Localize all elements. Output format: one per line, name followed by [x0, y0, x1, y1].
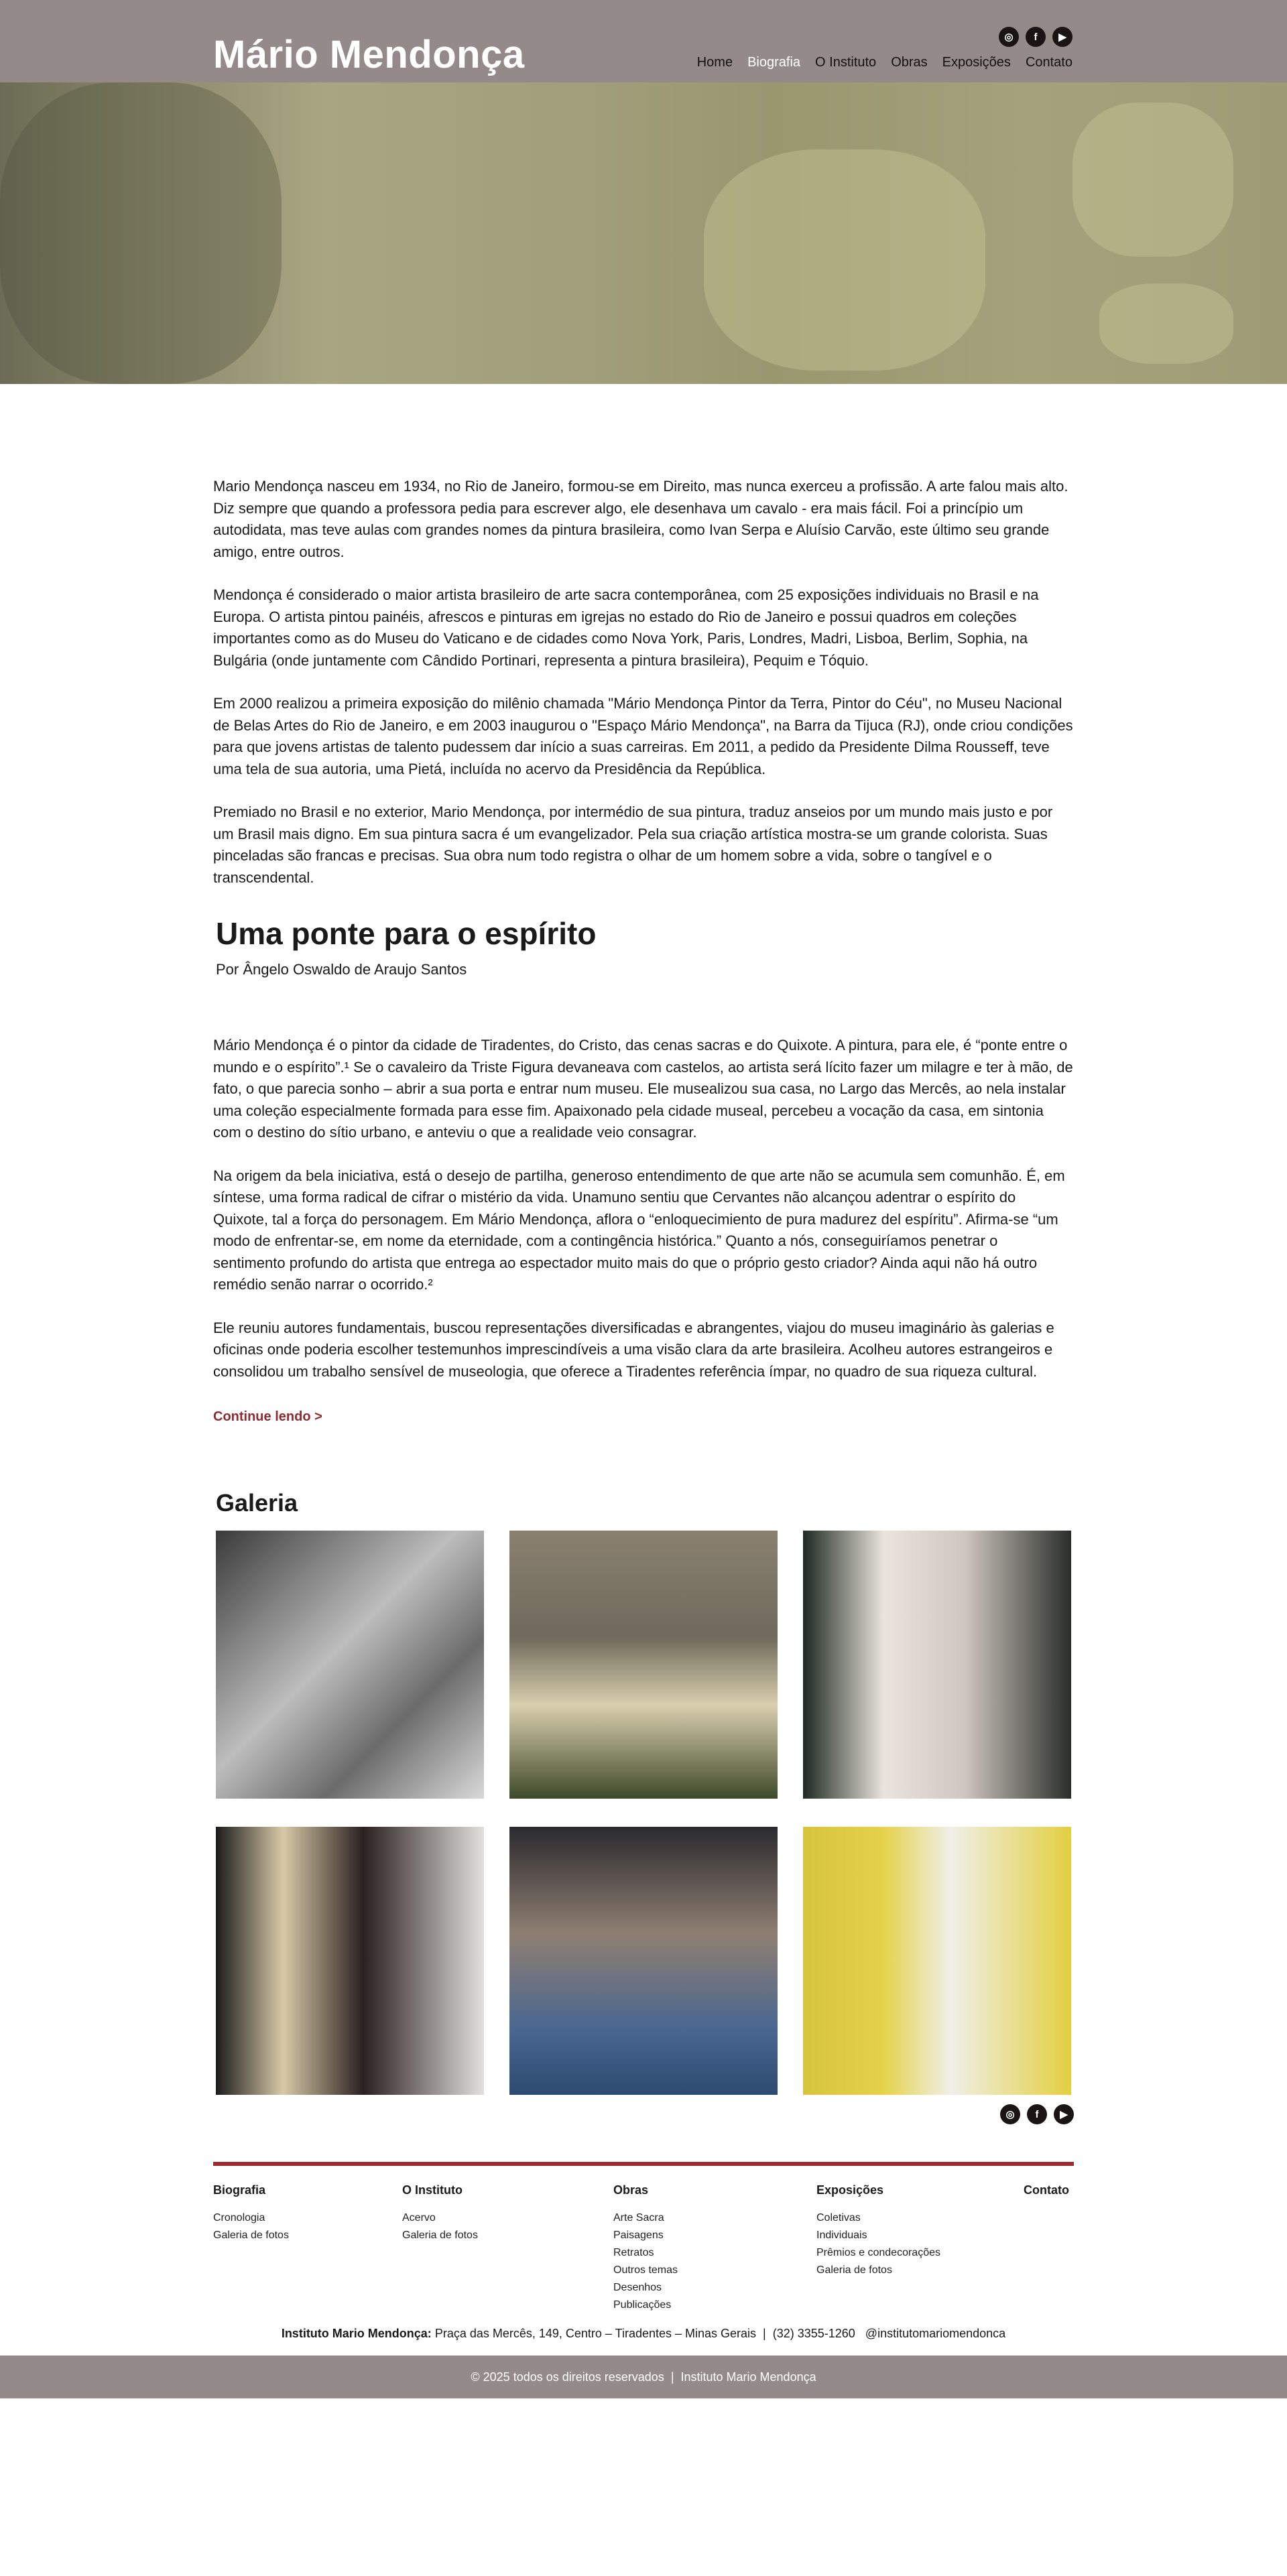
footer-column-5 — [1024, 2183, 1069, 2209]
footer-link[interactable]: Galeria de fotos — [816, 2264, 892, 2276]
footer-link[interactable]: Publicações — [613, 2299, 672, 2311]
footer-link[interactable]: Cronologia — [213, 2212, 265, 2224]
bio-paragraph: Premiado no Brasil e no exterior, Mario Mendonça, por intermédio de sua pintura, traduz anseios por um mundo mais justo e por um Brasil mais digno. Em sua pintura sacra é um evangelizador. Pela sua criação artística mostra-se um grande colorista. Suas pinceladas são francas e precisas. Sua obra num todo registra o olhar de um homem sobre a vida, sobre o tangível e o transcendental. — [213, 803, 1053, 886]
gallery-title: Galeria — [216, 1489, 298, 1517]
footer-column-title[interactable]: Biografia — [213, 2183, 266, 2197]
article-paragraph: Na origem da bela iniciativa, está o desejo de partilha, generoso entendimento de que arte não se acumula sem comunhão. É, em síntese, uma forma radical de cifrar o mistério da vida. Unamuno sentiu que Cervantes não alcançou adentrar o espírito do Quixote, tal a força do personagem. Em Mário Mendonça, aflora o “enloquecimiento de pura madurez del espíritu”. Afirma-se “um modo de enfrentar-se, em nome da eternidade, com a contingência histórica.” Quanto a nós, conseguiríamos penetrar o sentimento profundo do artista que entrega ao espectador muito mais do que o próprio gesto criador? Ainda aqui não há outro remédio senão narrar o ocorrido.² — [213, 1167, 1065, 1293]
nav-contato[interactable]: Contato — [1025, 55, 1072, 70]
gallery-photo[interactable] — [216, 1531, 484, 1799]
footer-link[interactable]: Prêmios e condecorações — [816, 2247, 940, 2258]
address-text: Praça das Mercês, 149, Centro – Tiradentes – Minas Gerais | (32) 3355-1260 @institutomariomendonca — [431, 2327, 1006, 2340]
nav-home[interactable]: Home — [696, 55, 733, 70]
footer-link[interactable]: Galeria de fotos — [213, 2230, 289, 2241]
nav-obras[interactable]: Obras — [891, 55, 928, 70]
copyright-bar — [0, 2356, 1287, 2398]
gallery-photo[interactable] — [509, 1531, 778, 1799]
article-title: Uma ponte para o espírito — [216, 916, 597, 951]
footer-column-title[interactable]: Obras — [613, 2183, 649, 2197]
footer-link[interactable]: Paisagens — [613, 2230, 664, 2241]
gallery-grid — [216, 1531, 1074, 2095]
site-header — [0, 0, 1287, 82]
gallery-photo[interactable] — [216, 1827, 484, 2095]
footer-column-title[interactable]: Exposições — [816, 2183, 884, 2197]
article-byline: Por Ângelo Oswaldo de Araujo Santos — [216, 961, 467, 978]
instagram-icon[interactable]: ◎ — [1000, 2104, 1020, 2124]
address-label: Instituto Mario Mendonça: — [281, 2327, 432, 2340]
article-section — [213, 1035, 1074, 1382]
main-content — [213, 384, 1074, 2095]
footer-link[interactable]: Desenhos — [613, 2282, 662, 2293]
site-footer — [213, 2095, 1074, 2356]
footer-link[interactable]: Outros temas — [613, 2264, 678, 2276]
facebook-icon[interactable]: f — [1027, 2104, 1047, 2124]
hero-banner — [0, 82, 1287, 384]
footer-link[interactable]: Arte Sacra — [613, 2212, 664, 2224]
article-paragraph: Mário Mendonça é o pintor da cidade de Tiradentes, do Cristo, das cenas sacras e do Quixote. A pintura, para ele, é “ponte entre o mundo e o espírito”.¹ Se o cavaleiro da Triste Figura devaneava com castelos, ao artista será lícito fazer um milagre e ter à mão, de fato, o que parecia sonho – abrir a sua porta e entrar num museu. Ele musealizou sua casa, no Largo das Mercês, ao nela instalar uma coleção especialmente formada para esse fim. Apaixonado pela cidade museal, percebeu a vocação da casa, em sintonia com o destino do sítio urbano, e anteviu o que a realidade veio consagrar. — [213, 1037, 1073, 1141]
gallery-photo[interactable] — [803, 1827, 1071, 2095]
gallery-photo[interactable] — [803, 1531, 1071, 1799]
bio-paragraph: Em 2000 realizou a primeira exposição do milênio chamada "Mário Mendonça Pintor da Terra, Pintor do Céu", no Museu Nacional de Belas Artes do Rio de Janeiro, e em 2003 inaugurou o "Espaço Mário Mendonça", na Barra da Tijuca (RJ), onde criou condições para que jovens artistas de talento pudessem dar início a suas carreiras. Em 2011, a pedido da Presidente Dilma Rousseff, teve uma tela de sua autoria, uma Pietá, incluída no acervo da Presidência da República. — [213, 695, 1073, 777]
instagram-icon[interactable]: ◎ — [999, 27, 1019, 47]
footer-column-title[interactable]: Contato — [1024, 2183, 1069, 2197]
biography-section — [213, 476, 1074, 889]
youtube-icon[interactable]: ▶ — [1052, 27, 1072, 47]
footer-column-2 — [402, 2183, 478, 2244]
footer-address — [213, 2327, 1074, 2356]
nav-o-instituto[interactable]: O Instituto — [815, 55, 877, 70]
footer-link[interactable]: Galeria de fotos — [402, 2230, 478, 2241]
footer-column-3 — [613, 2183, 678, 2314]
footer-column-title[interactable]: O Instituto — [402, 2183, 463, 2197]
nav-biografia[interactable]: Biografia — [747, 55, 801, 70]
bio-paragraph: Mendonça é considerado o maior artista brasileiro de arte sacra contemporânea, com 25 exposições individuais no Brasil e na Europa. O artista pintou painéis, afrescos e pinturas em igrejas no estado do Rio de Janeiro e possui quadros em coleções importantes como as do Museu do Vaticano e de cidades como Nova York, Paris, Londres, Madri, Lisboa, Berlim, Sophia, na Bulgária (onde juntamente com Cândido Portinari, representa a pintura brasileira), Pequim e Tóquio. — [213, 586, 1039, 669]
continue-reading-link[interactable]: Continue lendo > — [213, 1409, 322, 1424]
youtube-icon[interactable]: ▶ — [1054, 2104, 1074, 2124]
main-nav — [697, 55, 1072, 70]
facebook-icon[interactable]: f — [1026, 27, 1046, 47]
gallery-photo[interactable] — [509, 1827, 778, 2095]
footer-link[interactable]: Coletivas — [816, 2212, 861, 2224]
footer-columns — [213, 2166, 1074, 2311]
site-title[interactable]: Mário Mendonça — [213, 33, 525, 76]
bio-paragraph: Mario Mendonça nasceu em 1934, no Rio de Janeiro, formou-se em Direito, mas nunca exerceu a profissão. A arte falou mais alto. Diz sempre que quando a professora pedia para escrever algo, ele desenhava um cavalo - era mais fácil. Foi a princípio um autodidata, mas teve aulas com grandes nomes da pintura brasileira, como Ivan Serpa e Aluísio Carvão, este último seu grande amigo, entre outros. — [213, 478, 1068, 560]
footer-social-links — [1000, 2104, 1074, 2124]
header-social-links — [999, 27, 1072, 47]
footer-column-4 — [816, 2183, 940, 2279]
footer-link[interactable]: Individuais — [816, 2230, 867, 2241]
footer-column-1 — [213, 2183, 289, 2244]
footer-link[interactable]: Retratos — [613, 2247, 654, 2258]
footer-link[interactable]: Acervo — [402, 2212, 436, 2224]
copyright-text: © 2025 todos os direitos reservados | Instituto Mario Mendonça — [471, 2370, 816, 2384]
nav-exposições[interactable]: Exposições — [942, 55, 1011, 70]
article-paragraph: Ele reuniu autores fundamentais, buscou representações diversificadas e abrangentes, viajou do museu imaginário às galerias e oficinas onde poderia escolher testemunhos imprescindíveis a uma visão clara da arte brasileira. Acolheu autores estrangeiros e consolidou um trabalho sensível de museologia, que oferece a Tiradentes referência ímpar, no quadro de sua riqueza cultural. — [213, 1319, 1054, 1380]
